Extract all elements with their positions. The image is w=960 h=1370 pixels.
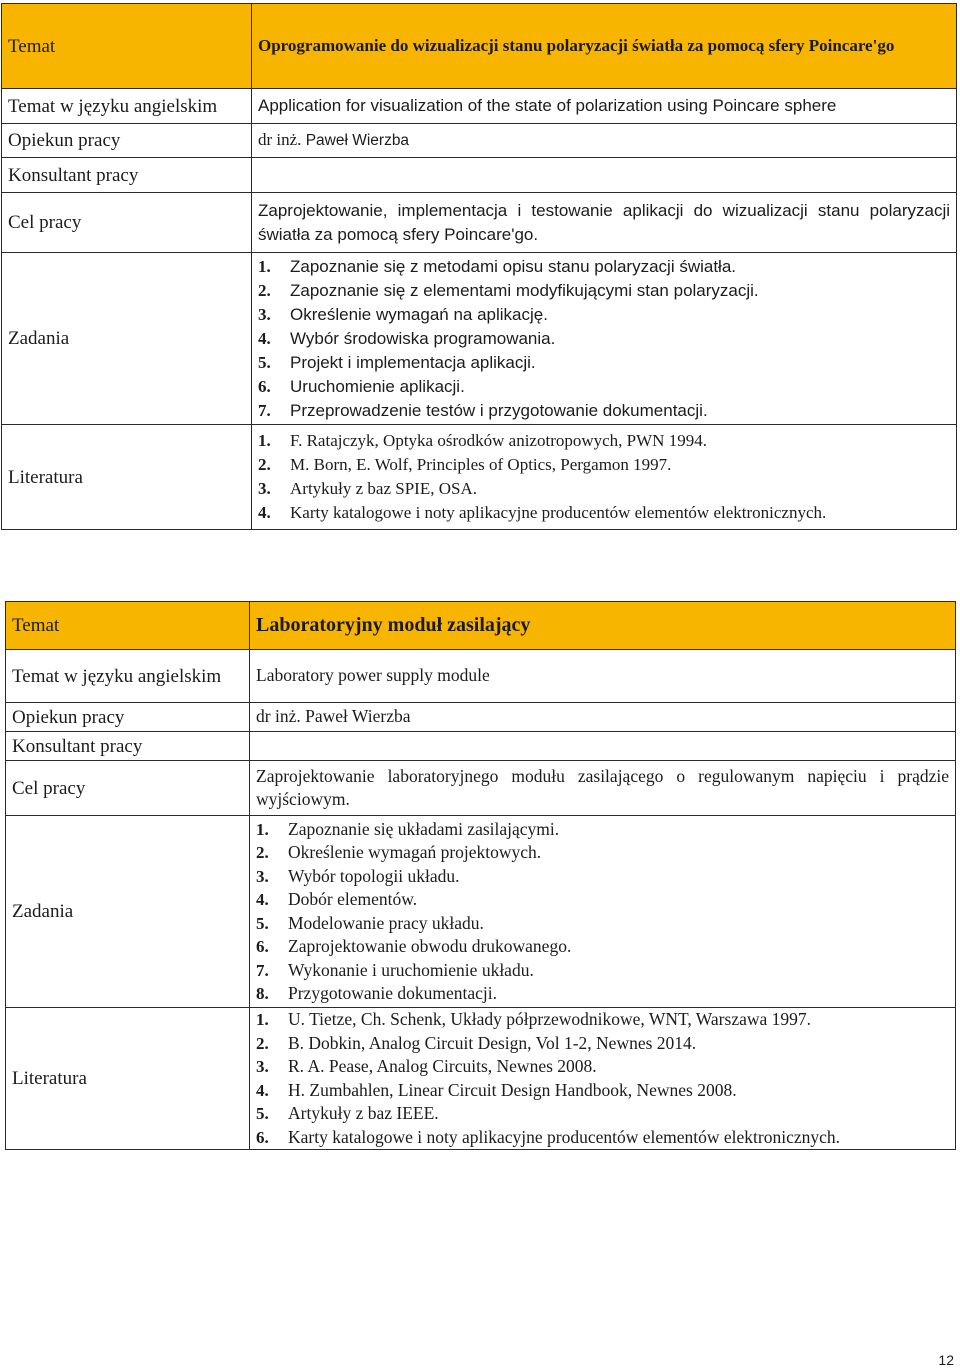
row-literatura	[6, 1008, 956, 1150]
list-item: 1. Zapoznanie się z metodami opisu stanu polaryzacji światła.	[258, 256, 737, 276]
label-cel: Cel pracy	[2, 193, 252, 253]
value-opiekun	[252, 124, 957, 158]
row-temat-en	[2, 89, 957, 124]
label-temat-en: Temat w języku angielskim	[6, 650, 250, 703]
list-item: 3. Artykuły z baz SPIE, OSA.	[258, 479, 477, 498]
row-opiekun	[6, 703, 956, 732]
list-item: 2. M. Born, E. Wolf, Principles of Optics, Pergamon 1997.	[258, 455, 672, 474]
label-zadania: Zadania	[6, 816, 250, 1008]
zadania-list	[258, 255, 950, 423]
row-temat-en	[6, 650, 956, 703]
list-item: 7. Wykonanie i uruchomienie układu.	[256, 959, 534, 980]
row-temat	[2, 4, 957, 89]
list-item: 1. Zapoznanie się układami zasilającymi.	[256, 818, 560, 839]
value-opiekun	[250, 703, 956, 732]
row-konsultant	[2, 158, 957, 193]
list-item: 2. B. Dobkin, Analog Circuit Design, Vol 1-2, Newnes 2014.	[256, 1032, 697, 1053]
list-item: 3. Określenie wymagań na aplikację.	[258, 304, 548, 324]
list-item: 2. Zapoznanie się z elementami modyfikującymi stan polaryzacji.	[258, 280, 759, 300]
value-cel: Zaprojektowanie laboratoryjnego modułu zasilającego o regulowanym napięciu i prądzie wyjściowym.	[250, 761, 956, 816]
label-temat: Temat	[2, 4, 252, 89]
list-item: 4. H. Zumbahlen, Linear Circuit Design Handbook, Newnes 2008.	[256, 1079, 737, 1100]
opiekun-title: dr inż.	[258, 130, 302, 149]
thesis-table-1	[1, 3, 957, 530]
list-item: 3. Wybór topologii układu.	[256, 865, 460, 886]
label-temat: Temat	[6, 602, 250, 650]
label-opiekun: Opiekun pracy	[6, 703, 250, 732]
zadania-list	[256, 818, 949, 1006]
literatura-list	[258, 429, 950, 525]
row-opiekun	[2, 124, 957, 158]
row-temat	[6, 602, 956, 650]
literatura-list	[256, 1008, 949, 1149]
label-konsultant: Konsultant pracy	[2, 158, 252, 193]
list-item: 6. Uruchomienie aplikacji.	[258, 376, 465, 396]
row-cel	[2, 193, 957, 253]
value-zadania	[250, 816, 956, 1008]
thesis-table-2	[5, 601, 956, 1150]
list-item: 3. R. A. Pease, Analog Circuits, Newnes 2008.	[256, 1056, 597, 1076]
list-item: 2. Określenie wymagań projektowych.	[256, 842, 542, 862]
value-temat-en: Application for visualization of the state of polarization using Poincare sphere	[252, 89, 957, 124]
list-item: 6. Karty katalogowe i noty aplikacyjne producentów elementów elektronicznych.	[256, 1126, 841, 1147]
opiekun-name: Paweł Wierzba	[305, 706, 411, 727]
row-literatura	[2, 425, 957, 530]
list-item: 5. Artykuły z baz IEEE.	[256, 1103, 439, 1123]
value-temat: Laboratoryjny moduł zasilający	[250, 602, 956, 650]
row-zadania	[2, 253, 957, 425]
row-zadania	[6, 816, 956, 1008]
label-literatura: Literatura	[2, 425, 252, 530]
label-literatura: Literatura	[6, 1008, 250, 1150]
label-cel: Cel pracy	[6, 761, 250, 816]
list-item: 5. Modelowanie pracy układu.	[256, 912, 484, 933]
list-item: 7. Przeprowadzenie testów i przygotowanie dokumentacji.	[258, 400, 708, 420]
row-konsultant	[6, 732, 956, 761]
value-cel: Zaprojektowanie, implementacja i testowanie aplikacji do wizualizacji stanu polaryzacji światła za pomocą sfery Poincare'go.	[252, 193, 957, 253]
label-zadania: Zadania	[2, 253, 252, 425]
opiekun-title: dr inż.	[256, 706, 301, 727]
value-literatura	[250, 1008, 956, 1150]
page-number: 12	[938, 1352, 954, 1368]
label-temat-en: Temat w języku angielskim	[2, 89, 252, 124]
list-item: 1. F. Ratajczyk, Optyka ośrodków anizotropowych, PWN 1994.	[258, 431, 707, 450]
label-opiekun: Opiekun pracy	[2, 124, 252, 158]
list-item: 4. Wybór środowiska programowania.	[258, 328, 556, 348]
list-item: 5. Projekt i implementacja aplikacji.	[258, 352, 536, 372]
list-item: 8. Przygotowanie dokumentacji.	[256, 983, 497, 1003]
opiekun-name: Paweł Wierzba	[305, 132, 410, 149]
row-cel	[6, 761, 956, 816]
label-konsultant: Konsultant pracy	[6, 732, 250, 761]
value-konsultant	[250, 732, 956, 761]
value-zadania	[252, 253, 957, 425]
value-temat: Oprogramowanie do wizualizacji stanu polaryzacji światła za pomocą sfery Poincare'go	[252, 4, 957, 89]
list-item: 4. Dobór elementów.	[256, 889, 418, 909]
value-literatura	[252, 425, 957, 530]
value-temat-en: Laboratory power supply module	[250, 650, 956, 703]
list-item: 1. U. Tietze, Ch. Schenk, Układy półprzewodnikowe, WNT, Warszawa 1997.	[256, 1009, 812, 1029]
list-item: 6. Zaprojektowanie obwodu drukowanego.	[256, 936, 572, 956]
value-konsultant	[252, 158, 957, 193]
list-item: 4. Karty katalogowe i noty aplikacyjne producentów elementów elektronicznych.	[258, 503, 827, 522]
